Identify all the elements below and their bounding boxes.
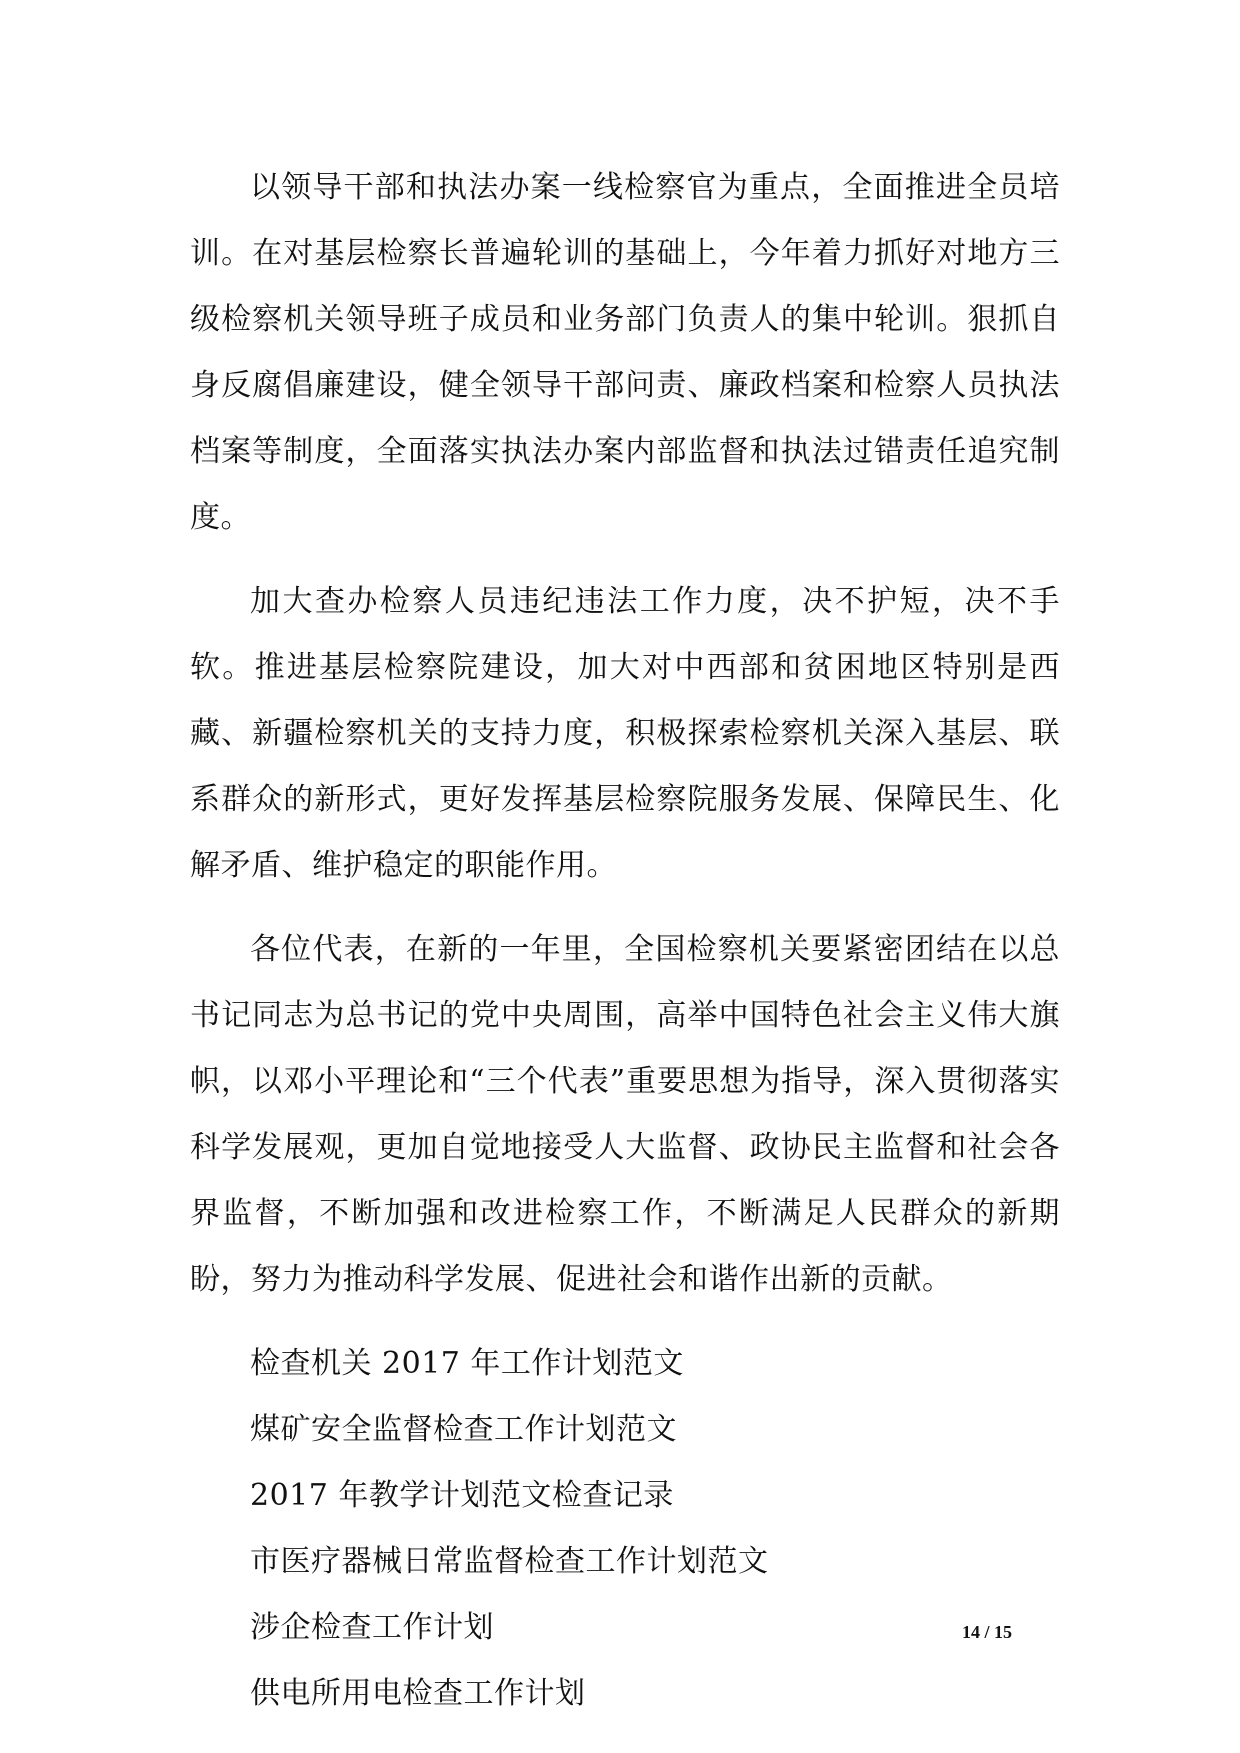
related-article-link[interactable]: 供电所用电检查工作计划 (250, 1676, 586, 1711)
related-articles-list (190, 1331, 1060, 1727)
paragraph: 各位代表，在新的一年里，全国检察机关要紧密团结在以总书记同志为总书记的党中央周围，高举中国特色社会主义伟大旗帜，以邓小平理论和“三个代表”重要思想为指导，深入贯彻落实科学发展观，更加自觉地接受人大监督、政协民主监督和社会各界监督，不断加强和改进检察工作，不断满足人民群众的新期盼，努力为推动科学发展、促进社会和谐作出新的贡献。 (190, 932, 1060, 1297)
related-article-link[interactable]: 2017 年教学计划范文检查记录 (250, 1478, 674, 1513)
paragraph: 以领导干部和执法办案一线检察官为重点，全面推进全员培训。在对基层检察长普遍轮训的基础上，今年着力抓好对地方三级检察机关领导班子成员和业务部门负责人的集中轮训。狠抓自身反腐倡廉建设，健全领导干部问责、廉政档案和检察人员执法档案等制度，全面落实执法办案内部监督和执法过错责任追究制度。 (190, 170, 1060, 535)
related-article-link[interactable]: 检查机关 2017 年工作计划范文 (250, 1346, 684, 1381)
related-article-link[interactable]: 煤矿安全监督检查工作计划范文 (250, 1412, 677, 1447)
paragraph: 加大查办检察人员违纪违法工作力度，决不护短，决不手软。推进基层检察院建设，加大对中西部和贫困地区特别是西藏、新疆检察机关的支持力度，积极探索检察机关深入基层、联系群众的新形式，更好发挥基层检察院服务发展、保障民生、化解矛盾、维护稳定的职能作用。 (190, 584, 1060, 883)
related-article-link[interactable]: 市医疗器械日常监督检查工作计划范文 (250, 1544, 769, 1579)
document-body (190, 155, 1060, 1727)
related-article-link[interactable]: 涉企检查工作计划 (250, 1610, 494, 1645)
page-number: 14 / 15 (962, 1622, 1013, 1642)
